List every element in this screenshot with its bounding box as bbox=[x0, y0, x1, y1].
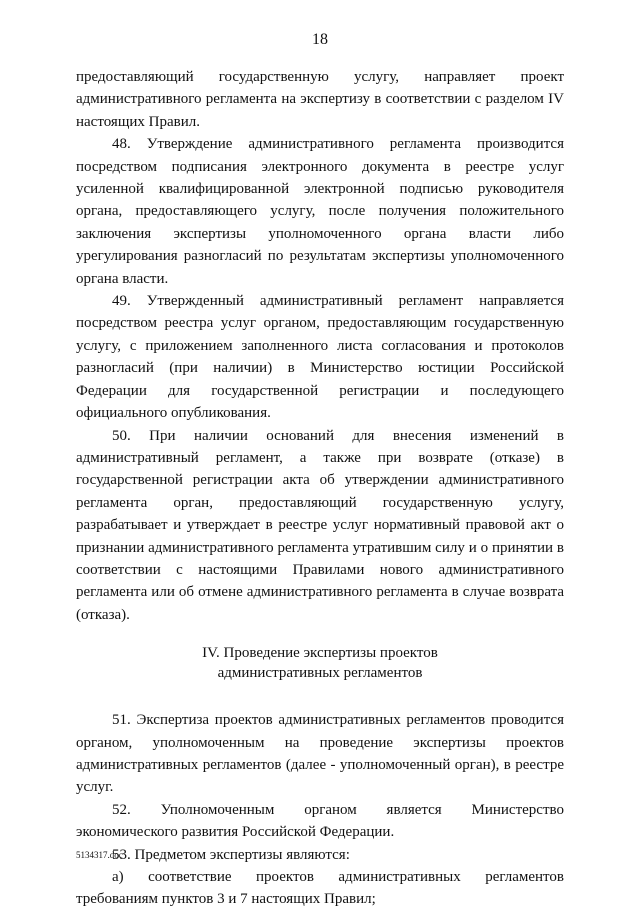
paragraph-53-a: а) соответствие проектов административных регламентов требованиям пунктов 3 и 7 настоящих Правил; bbox=[76, 869, 564, 908]
paragraph-48: 48. Утверждение административного регламента производится посредством подписания электронного документа в реестре услуг усиленной квалифицированной электронной подписью руководителя органа, предоставляющего услугу, после получения положительного заключения экспертизы уполномоченного органа власти либо урегулирования разногласий по результатам экспертизы уполномоченного органа власти. bbox=[76, 136, 564, 287]
section-heading-line-1: IV. Проведение экспертизы проектов bbox=[202, 645, 438, 662]
section-heading bbox=[76, 643, 564, 683]
section-heading-line-2: административных регламентов bbox=[217, 665, 423, 682]
paragraph-50: 50. При наличии оснований для внесения изменений в административный регламент, а также при возврате (отказе) в государственной регистрации акта об утверждении административного регламента орган, предоставляющий государственную услугу, разрабатывает и утверждает в реестре услуг нормативный правовой акт о признании административного регламента утратившим силу и о принятии в соответствии с настоящими Правилами нового административного регламента или об отмене административного регламента в случае возврата (отказа). bbox=[76, 427, 564, 623]
paragraph-51: 51. Экспертиза проектов административных регламентов проводится органом, уполномоченным на проведение экспертизы проектов административных регламентов (далее - уполномоченный орган), в реестре услуг. bbox=[76, 712, 564, 796]
paragraph-52: 52. Уполномоченным органом является Министерство экономического развития Российской Федерации. bbox=[76, 801, 564, 841]
paragraph-53: 53. Предметом экспертизы являются: bbox=[112, 846, 350, 863]
paragraph-49: 49. Утвержденный административный регламент направляется посредством реестра услуг органом, предоставляющим государственную услугу, с приложением заполненного листа согласования и протоколов разногласий (при наличии) в Министерство юстиции Российской Федерации для государственной регистрации и последующего официального опубликования. bbox=[76, 293, 564, 422]
paragraph-continuation: предоставляющий государственную услугу, направляет проект административного регламента на экспертизу в соответствии с разделом IV настоящих Правил. bbox=[76, 69, 564, 130]
footer-file-reference: 5134317.doc bbox=[76, 850, 123, 860]
document-body bbox=[76, 66, 564, 911]
page-number: 18 bbox=[312, 31, 328, 48]
